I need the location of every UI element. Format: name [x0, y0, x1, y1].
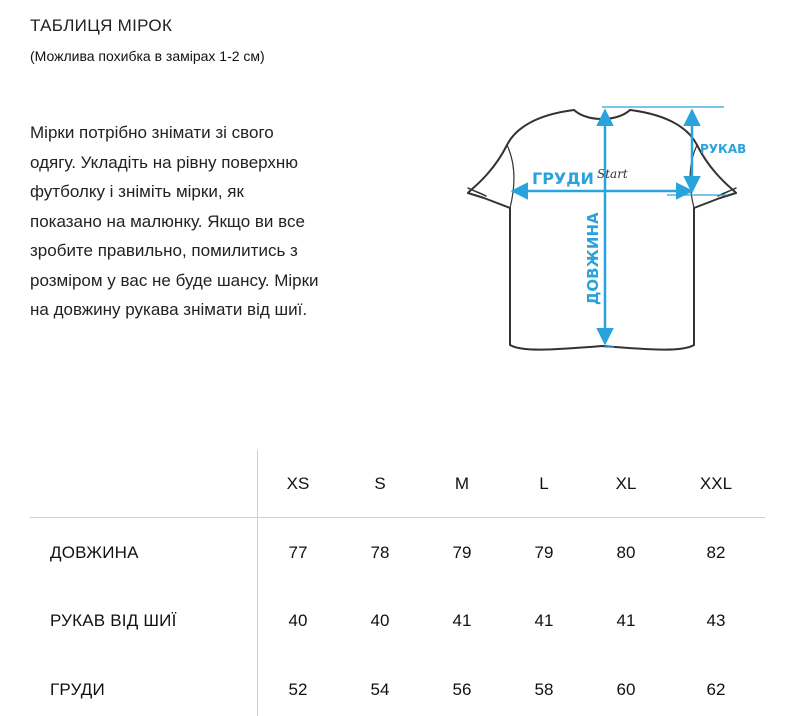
row-label-sleeve: РУКАВ ВІД ШИЇ	[50, 611, 177, 630]
sleeve-label: РУКАВ	[700, 142, 747, 156]
table-cell: 56	[452, 680, 472, 699]
size-header-xxl: XXL	[699, 474, 733, 493]
table-cell: 80	[616, 543, 636, 562]
table-cell: 40	[370, 611, 390, 630]
instructions-line: футболку і зніміть мірки, як	[30, 182, 244, 201]
table-cell: 79	[452, 543, 472, 562]
instructions-line: на довжину рукава знімати від шиї.	[30, 300, 308, 319]
size-header-s: S	[374, 474, 386, 493]
tshirt-outline	[468, 110, 736, 350]
table-cell: 78	[370, 543, 390, 562]
size-header-xl: XL	[615, 474, 637, 493]
table-cell: 82	[706, 543, 726, 562]
instructions-line: Мірки потрібно знімати зі свого	[30, 123, 274, 142]
table-cell: 79	[534, 543, 554, 562]
chest-label: ГРУДИ	[532, 169, 594, 188]
table-cell: 41	[452, 611, 472, 630]
instructions-text	[30, 118, 380, 325]
table-cell: 43	[706, 611, 726, 630]
table-cell: 62	[706, 680, 726, 699]
instructions-line: одягу. Укладіть на рівну поверхню	[30, 152, 299, 172]
instructions-line: показано на малюнку. Якщо ви все	[30, 211, 305, 231]
row-label-chest: ГРУДИ	[50, 680, 105, 699]
size-header-m: M	[454, 474, 470, 493]
measurement-error-note: (Можлива похибка в замірах 1-2 см)	[30, 48, 265, 64]
table-cell: 41	[534, 611, 554, 630]
start-logo-icon	[597, 167, 628, 181]
size-header-xs: XS	[286, 474, 310, 493]
row-label-length: ДОВЖИНА	[50, 543, 139, 562]
table-cell: 60	[616, 680, 636, 699]
table-cell: 40	[288, 611, 308, 630]
page-title: ТАБЛИЦЯ МІРОК	[30, 16, 173, 35]
size-header-l: L	[539, 474, 549, 493]
instructions-line: зробите правильно, помилитись з	[30, 241, 298, 260]
table-cell: 54	[370, 680, 390, 699]
instructions-line: розміром у вас не буде шансу. Мірки	[30, 270, 319, 290]
table-cell: 58	[534, 680, 554, 699]
svg-text:Start: Start	[597, 167, 628, 181]
table-cell: 77	[288, 543, 308, 562]
table-cell: 41	[616, 611, 636, 630]
length-label: ДОВЖИНА	[584, 212, 602, 305]
table-header-divider	[30, 517, 765, 518]
table-cell: 52	[288, 680, 308, 699]
tshirt-measurement-diagram	[462, 100, 752, 362]
table-vertical-divider	[257, 450, 258, 716]
